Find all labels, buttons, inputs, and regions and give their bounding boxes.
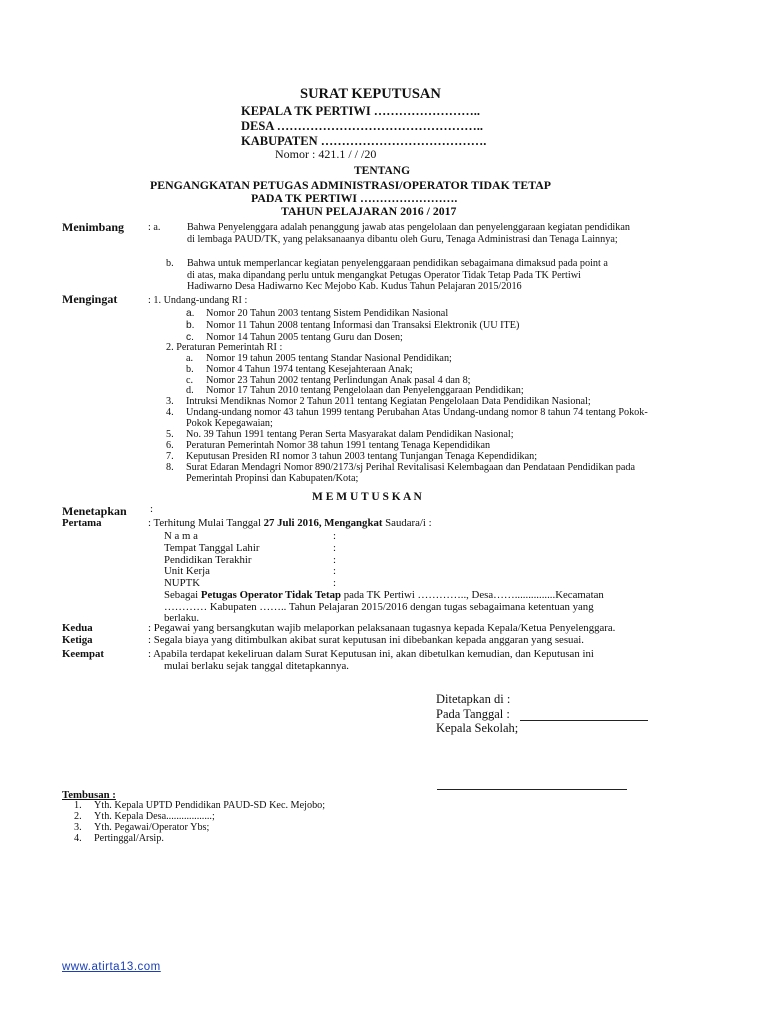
header-kabupaten: KABUPATEN …………………………………. <box>241 134 487 148</box>
mengingat-1b: b. Nomor 11 Tahun 2008 tentang Informasi dan Transaksi Elektronik (UU ITE) <box>186 320 520 331</box>
header-subject-line3: TAHUN PELAJARAN 2016 / 2017 <box>281 204 457 218</box>
menimbang-label: Menimbang <box>62 220 125 234</box>
mengingat-item-2: 2. Peraturan Pemerintah RI : <box>166 342 283 353</box>
mengingat-label: Mengingat <box>62 292 118 306</box>
signature-kepala-sekolah: Kepala Sekolah; <box>436 721 519 735</box>
menimbang-a-line1: Bahwa Penyelenggara adalah penanggung jawab atas pengelolaan dan penyelenggaraan kegiatan pendidikan <box>187 222 630 233</box>
mengingat-item-8-cont: Pemerintah Propinsi dan Kabupaten/Kota; <box>186 473 359 484</box>
field-pendidikan-colon: : <box>333 554 336 566</box>
header-subject-line1: PENGANGKATAN PETUGAS ADMINISTRASI/OPERATOR TIDAK TETAP <box>150 178 551 192</box>
header-kepala: KEPALA TK PERTIWI …………………….. <box>241 104 481 118</box>
mengingat-2b: b. Nomor 4 Tahun 1974 tentang Kesejahteraan Anak; <box>186 364 413 375</box>
mengingat-item-1: : 1. Undang-undang RI : <box>148 295 248 306</box>
field-nama-colon: : <box>333 530 336 542</box>
pertama-sebagai: Sebagai Petugas Operator Tidak Tetap pada TK Pertiwi ………….., Desa……...............Kecamatan <box>164 589 604 601</box>
tembusan-item-1: 1. Yth. Kepala UPTD Pendidikan PAUD-SD Kec. Mejobo; <box>74 800 326 811</box>
menimbang-a-line2: di lembaga PAUD/TK, yang pelaksanaanya dibantu oleh Guru, Tenaga Administrasi dan Tenaga Lainnya; <box>187 234 618 245</box>
header-subject-line2: PADA TK PERTIWI ……………………. <box>251 191 458 205</box>
signature-line <box>437 789 627 790</box>
mengingat-item-3: 3. Intruksi Mendiknas Nomor 2 Tahun 2011 tentang Kegiatan Pengelolaan Data Pendidikan Nasional; <box>166 396 591 407</box>
signature-pada-tanggal: Pada Tanggal : <box>436 707 510 721</box>
mengingat-item-5: 5. No. 39 Tahun 1991 tentang Peran Serta Masyarakat dalam Pendidikan Nasional; <box>166 429 514 440</box>
keempat-line1: : Apabila terdapat kekeliruan dalam Surat Keputusan ini, akan dibetulkan kemudian, dan Keputusan ini <box>148 648 594 660</box>
tembusan-item-2: 2. Yth. Kepala Desa..................; <box>74 811 215 822</box>
pertama-intro: : Terhitung Mulai Tanggal 27 Juli 2016, Mengangkat Saudara/i : <box>148 517 432 529</box>
mengingat-item-4-cont: Pokok Kepegawaian; <box>186 418 273 429</box>
mengingat-item-7: 7. Keputusan Presiden RI nomor 3 tahun 2003 tentang Tunjangan Tenaga Kependidikan; <box>166 451 538 462</box>
menimbang-b-line3: Hadiwarno Desa Hadiwarno Kec Mejobo Kab. Kudus Tahun Pelajaran 2015/2016 <box>187 281 522 292</box>
menimbang-a-marker: : a. <box>148 222 161 233</box>
mengingat-1a: a. Nomor 20 Tahun 2003 tentang Sistem Pendidikan Nasional <box>186 308 449 319</box>
menimbang-b-line1: Bahwa untuk memperlancar kegiatan penyelenggaraan pendidikan sebagaimana dimaksud pada point a <box>187 258 608 269</box>
mengingat-2c: c. Nomor 23 Tahun 2002 tentang Perlindungan Anak pasal 4 dan 8; <box>186 375 471 386</box>
mengingat-2d: d. Nomor 17 Tahun 2010 tentang Pengelolaan dan Penyelenggaraan Pendidikan; <box>186 385 524 396</box>
pertama-line3: berlaku. <box>164 612 200 624</box>
header-nomor: Nomor : 421.1 / / /20 <box>275 147 377 161</box>
field-ttl-colon: : <box>333 542 336 554</box>
kedua-text: : Pegawai yang bersangkutan wajib melaporkan pelaksanaan tugasnya kepada Kepala/Ketua Penyelenggara. <box>148 622 616 634</box>
menetapkan-colon: : <box>150 503 153 515</box>
pertama-label: Pertama <box>62 517 102 529</box>
memutuskan-heading: M E M U T U S K A N <box>312 491 422 503</box>
header-tentang: TENTANG <box>354 165 411 177</box>
pertama-line2: ………… Kabupaten …….. Tahun Pelajaran 2015/2016 dengan tugas sebagaimana ketentuan yang <box>164 601 594 613</box>
document-title: SURAT KEPUTUSAN <box>300 86 441 102</box>
field-ttl-label: Tempat Tanggal Lahir <box>164 542 260 554</box>
menimbang-b-marker: b. <box>166 258 174 269</box>
menetapkan-label: Menetapkan <box>62 504 127 518</box>
header-desa: DESA ………………………………………….. <box>241 119 484 133</box>
signature-ditetapkan: Ditetapkan di : <box>436 692 511 706</box>
footer-website-link[interactable]: www.atirta13.com <box>62 961 161 973</box>
keempat-line2: mulai berlaku sejak tanggal ditetapkannya. <box>164 660 349 672</box>
field-unit-colon: : <box>333 565 336 577</box>
tembusan-item-3: 3. Yth. Pegawai/Operator Ybs; <box>74 822 210 833</box>
kedua-label: Kedua <box>62 622 93 634</box>
mengingat-item-8: 8. Surat Edaran Mendagri Nomor 890/2173/sj Perihal Revitalisasi Kelembagaan dan Pendataan Pendidikan pada <box>166 462 635 473</box>
ketiga-text: : Segala biaya yang ditimbulkan akibat surat keputusan ini dibebankan kepada anggaran yang sesuai. <box>148 634 584 646</box>
keempat-label: Keempat <box>62 648 104 660</box>
signature-date-underline <box>520 720 648 721</box>
ketiga-label: Ketiga <box>62 634 93 646</box>
field-pendidikan-label: Pendidikan Terakhir <box>164 554 252 566</box>
mengingat-1c: c. Nomor 14 Tahun 2005 tentang Guru dan Dosen; <box>186 332 403 343</box>
field-nuptk-label: NUPTK <box>164 577 200 589</box>
menimbang-b-line2: di atas, maka dipandang perlu untuk mengangkat Petugas Operator Tidak Tetap Pada TK Pertiwi <box>187 270 581 281</box>
field-unit-label: Unit Kerja <box>164 565 210 577</box>
field-nama-label: N a m a <box>164 530 198 542</box>
tembusan-label: Tembusan : <box>62 789 116 801</box>
mengingat-2a: a. Nomor 19 tahun 2005 tentang Standar Nasional Pendidikan; <box>186 353 452 364</box>
mengingat-item-6: 6. Peraturan Pemerintah Nomor 38 tahun 1991 tentang Tenaga Kependidikan <box>166 440 491 451</box>
tembusan-item-4: 4. Pertinggal/Arsip. <box>74 833 164 844</box>
mengingat-item-4: 4. Undang-undang nomor 43 tahun 1999 tentang Perubahan Atas Undang-undang nomor 8 tahun 74 tentang Pokok- <box>166 407 648 418</box>
field-nuptk-colon: : <box>333 577 336 589</box>
